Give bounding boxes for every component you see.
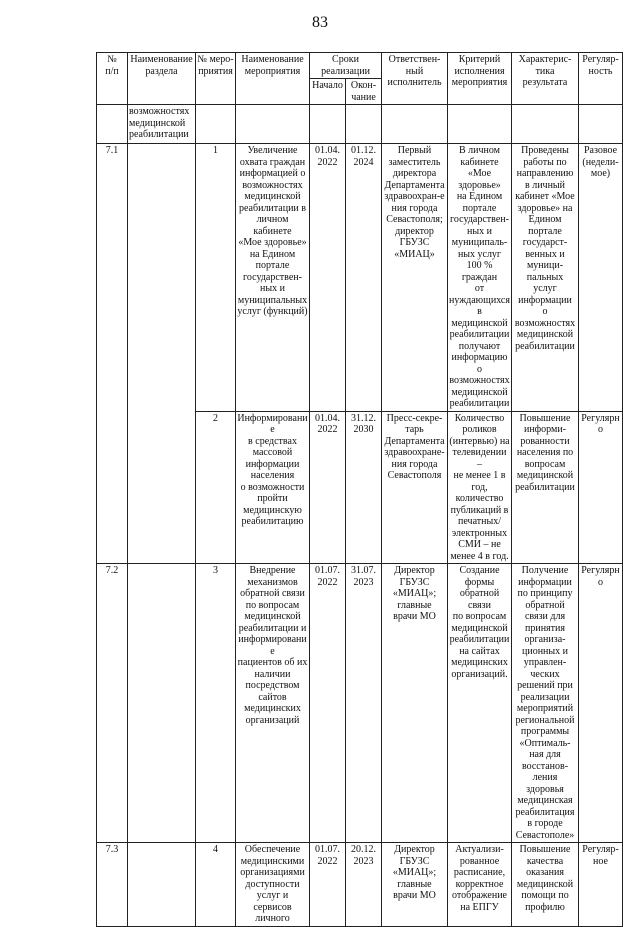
result: Повышение информи- рованности населения по вопросам медицинской реабилитации xyxy=(512,411,579,564)
end-date: 31.12. 2030 xyxy=(346,411,382,564)
header-terms: Сроки реализации xyxy=(310,53,382,79)
regularity: Регулярно xyxy=(579,411,623,564)
header-section: Наименование раздела xyxy=(128,53,196,105)
section-cell xyxy=(128,144,196,564)
header-event-name: Наименование мероприятия xyxy=(236,53,310,105)
empty-cell xyxy=(448,105,512,144)
responsible: Первый заместитель директора Департамента здравоохран-е ния города Севастополя; директор ГБУЗС «МИАЦ» xyxy=(382,144,448,412)
section-cell xyxy=(128,843,196,927)
event-name: Информирование в средствах массовой информации населения о возможности пройти медицинскую реабилитацию xyxy=(236,411,310,564)
empty-cell xyxy=(382,105,448,144)
event-no: 1 xyxy=(196,144,236,412)
header-num: № п/п xyxy=(97,53,128,105)
event-no: 2 xyxy=(196,411,236,564)
header-end: Окон- чание xyxy=(346,79,382,105)
criterion: Количество роликов (интервью) на телевидении – не менее 1 в год, количество публикаций в печатных/ электронных СМИ – не менее 4 в год. xyxy=(449,412,510,562)
empty-cell xyxy=(346,105,382,144)
header-responsible: Ответствен- ный исполнитель xyxy=(382,53,448,105)
end-date: 20.12. 2023 xyxy=(346,843,382,927)
start-date: 01.07. 2022 xyxy=(310,843,346,927)
header-regularity: Регуляр- ность xyxy=(579,53,623,105)
responsible: Директор ГБУЗС «МИАЦ»; главные врачи МО xyxy=(382,843,448,927)
empty-cell xyxy=(97,105,128,144)
table-row xyxy=(97,144,623,412)
header-event-no: № меро- приятия xyxy=(196,53,236,105)
empty-cell xyxy=(196,105,236,144)
header-criterion: Критерий исполнения мероприятия xyxy=(448,53,512,105)
row-num: 7.1 xyxy=(97,144,128,564)
result: Получение информации по принципу обратной связи для принятия организа- ционных и управлен- ческих решений при реализации мероприятий региональной программы «Оптималь- ная для восстанов- ления здоровья медицинская реабилитация в городе Севастополе» xyxy=(512,564,579,843)
empty-cell xyxy=(512,105,579,144)
regularity: Регулярно xyxy=(579,564,623,843)
criterion: В личном кабинете «Мое здоровье» на Едином портале государствен- ных и муниципаль- ных услуг 100 % граждан от нуждающихся в медицинской реабилитации получают информацию о возможностях медицинской реабилитации xyxy=(449,145,510,409)
table-row xyxy=(97,843,623,927)
table-header-row xyxy=(97,53,623,79)
empty-cell xyxy=(579,105,623,144)
event-no: 4 xyxy=(196,843,236,927)
result: Проведены работы по направлению в личный кабинет «Мое здоровье» на Едином портале государст- венных и муници- пальных услуг информации о возможностях медицинской реабилитации xyxy=(512,144,579,412)
result: Повышение качества оказания медицинской помощи по профилю xyxy=(512,843,579,927)
criterion: Создание формы обратной связи по вопросам медицинской реабилитации на сайтах медицинских организаций. xyxy=(448,564,512,843)
regularity: Разовое (недели- мое) xyxy=(579,144,623,412)
responsible: Директор ГБУЗС «МИАЦ»; главные врачи МО xyxy=(382,564,448,843)
events-table xyxy=(96,52,623,927)
page-number: 83 xyxy=(312,14,328,31)
table-row-section xyxy=(97,105,623,144)
section-continuation: возможностях медицинской реабилитации xyxy=(128,105,196,144)
criterion: Актуализи- рованное расписание, корректное отображение на ЕПГУ xyxy=(448,843,512,927)
row-num: 7.3 xyxy=(97,843,128,927)
regularity: Регуляр- ное xyxy=(579,843,623,927)
event-name: Обеспечение медицинскими организациями доступности услуг и сервисов личного xyxy=(236,843,310,927)
start-date: 01.07. 2022 xyxy=(310,564,346,843)
empty-cell xyxy=(236,105,310,144)
event-no: 3 xyxy=(196,564,236,843)
start-date: 01.04. 2022 xyxy=(310,144,346,412)
end-date: 01.12. 2024 xyxy=(346,144,382,412)
event-name: Увеличение охвата граждан информацией о возможностях медицинской реабилитации в личном кабинете «Мое здоровье» на Едином портале государствен- ных и муниципальных услуг (функций) xyxy=(236,144,310,412)
row-num: 7.2 xyxy=(97,564,128,843)
table-row xyxy=(97,564,623,843)
start-date: 01.04. 2022 xyxy=(310,411,346,564)
end-date: 31.07. 2023 xyxy=(346,564,382,843)
responsible: Пресс-секре- тарь Департамента здравоохране- ния города Севастополя xyxy=(382,411,448,564)
event-name: Внедрение механизмов обратной связи по вопросам медицинской реабилитации и информирование пациентов об их наличии посредством сайтов медицинских организаций xyxy=(236,564,310,843)
header-result: Характерис- тика результата xyxy=(512,53,579,105)
empty-cell xyxy=(310,105,346,144)
header-start: Начало xyxy=(310,79,346,105)
section-cell xyxy=(128,564,196,843)
